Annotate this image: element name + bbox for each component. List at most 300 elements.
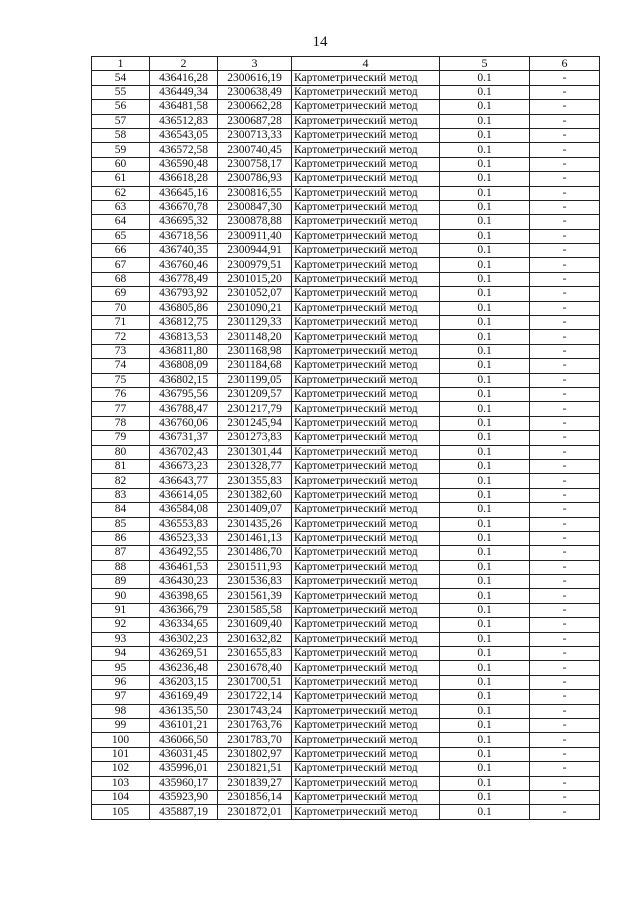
accuracy-cell: 0.1 xyxy=(440,344,530,358)
method-cell: Картометрический метод xyxy=(292,402,440,416)
point-number-cell: 78 xyxy=(92,416,150,430)
x-coordinate-cell: 435996,01 xyxy=(150,762,218,776)
table-row xyxy=(92,431,600,445)
note-cell: - xyxy=(530,805,600,819)
y-coordinate-cell: 2301872,01 xyxy=(218,805,292,819)
accuracy-cell: 0.1 xyxy=(440,186,530,200)
x-coordinate-cell: 436614,05 xyxy=(150,488,218,502)
method-cell: Картометрический метод xyxy=(292,632,440,646)
header-cell: 5 xyxy=(440,57,530,71)
method-cell: Картометрический метод xyxy=(292,517,440,531)
method-cell: Картометрический метод xyxy=(292,647,440,661)
method-cell: Картометрический метод xyxy=(292,301,440,315)
x-coordinate-cell: 436584,08 xyxy=(150,503,218,517)
note-cell: - xyxy=(530,517,600,531)
point-number-cell: 90 xyxy=(92,589,150,603)
table-row xyxy=(92,747,600,761)
method-cell: Картометрический метод xyxy=(292,531,440,545)
table-body xyxy=(92,71,600,819)
x-coordinate-cell: 436760,46 xyxy=(150,258,218,272)
table-row xyxy=(92,445,600,459)
table-row xyxy=(92,114,600,128)
x-coordinate-cell: 435887,19 xyxy=(150,805,218,819)
accuracy-cell: 0.1 xyxy=(440,632,530,646)
table-row xyxy=(92,589,600,603)
method-cell: Картометрический метод xyxy=(292,244,440,258)
table-row xyxy=(92,172,600,186)
y-coordinate-cell: 2301839,27 xyxy=(218,776,292,790)
method-cell: Картометрический метод xyxy=(292,762,440,776)
table-row xyxy=(92,503,600,517)
note-cell: - xyxy=(530,143,600,157)
table-row xyxy=(92,474,600,488)
table-row xyxy=(92,71,600,85)
note-cell: - xyxy=(530,603,600,617)
table-row xyxy=(92,186,600,200)
table-row xyxy=(92,128,600,142)
point-number-cell: 70 xyxy=(92,301,150,315)
note-cell: - xyxy=(530,647,600,661)
table-row xyxy=(92,244,600,258)
y-coordinate-cell: 2301561,39 xyxy=(218,589,292,603)
y-coordinate-cell: 2301536,83 xyxy=(218,575,292,589)
method-cell: Картометрический метод xyxy=(292,503,440,517)
point-number-cell: 60 xyxy=(92,157,150,171)
note-cell: - xyxy=(530,445,600,459)
note-cell: - xyxy=(530,459,600,473)
accuracy-cell: 0.1 xyxy=(440,301,530,315)
note-cell: - xyxy=(530,330,600,344)
y-coordinate-cell: 2301856,14 xyxy=(218,790,292,804)
point-number-cell: 65 xyxy=(92,229,150,243)
table-row xyxy=(92,618,600,632)
point-number-cell: 95 xyxy=(92,661,150,675)
accuracy-cell: 0.1 xyxy=(440,459,530,473)
note-cell: - xyxy=(530,431,600,445)
x-coordinate-cell: 436203,15 xyxy=(150,675,218,689)
accuracy-cell: 0.1 xyxy=(440,128,530,142)
point-number-cell: 56 xyxy=(92,100,150,114)
point-number-cell: 89 xyxy=(92,575,150,589)
y-coordinate-cell: 2301382,60 xyxy=(218,488,292,502)
accuracy-cell: 0.1 xyxy=(440,100,530,114)
x-coordinate-cell: 436805,86 xyxy=(150,301,218,315)
method-cell: Картометрический метод xyxy=(292,690,440,704)
y-coordinate-cell: 2301435,26 xyxy=(218,517,292,531)
header-cell: 2 xyxy=(150,57,218,71)
table-row xyxy=(92,143,600,157)
note-cell: - xyxy=(530,488,600,502)
note-cell: - xyxy=(530,272,600,286)
y-coordinate-cell: 2301722,14 xyxy=(218,690,292,704)
point-number-cell: 87 xyxy=(92,546,150,560)
table-row xyxy=(92,387,600,401)
y-coordinate-cell: 2301632,82 xyxy=(218,632,292,646)
point-number-cell: 85 xyxy=(92,517,150,531)
method-cell: Картометрический метод xyxy=(292,790,440,804)
point-number-cell: 72 xyxy=(92,330,150,344)
point-number-cell: 69 xyxy=(92,287,150,301)
x-coordinate-cell: 436643,77 xyxy=(150,474,218,488)
method-cell: Картометрический метод xyxy=(292,387,440,401)
y-coordinate-cell: 2300616,19 xyxy=(218,71,292,85)
point-number-cell: 97 xyxy=(92,690,150,704)
note-cell: - xyxy=(530,316,600,330)
table-row xyxy=(92,704,600,718)
table-row xyxy=(92,258,600,272)
note-cell: - xyxy=(530,546,600,560)
y-coordinate-cell: 2301273,83 xyxy=(218,431,292,445)
y-coordinate-cell: 2301409,07 xyxy=(218,503,292,517)
note-cell: - xyxy=(530,733,600,747)
accuracy-cell: 0.1 xyxy=(440,733,530,747)
point-number-cell: 58 xyxy=(92,128,150,142)
y-coordinate-cell: 2301655,83 xyxy=(218,647,292,661)
accuracy-cell: 0.1 xyxy=(440,215,530,229)
point-number-cell: 80 xyxy=(92,445,150,459)
note-cell: - xyxy=(530,128,600,142)
y-coordinate-cell: 2301783,70 xyxy=(218,733,292,747)
table-row xyxy=(92,776,600,790)
accuracy-cell: 0.1 xyxy=(440,474,530,488)
page-number: 14 xyxy=(312,34,328,50)
accuracy-cell: 0.1 xyxy=(440,373,530,387)
point-number-cell: 68 xyxy=(92,272,150,286)
method-cell: Картометрический метод xyxy=(292,776,440,790)
table-row xyxy=(92,690,600,704)
accuracy-cell: 0.1 xyxy=(440,258,530,272)
point-number-cell: 94 xyxy=(92,647,150,661)
y-coordinate-cell: 2301129,33 xyxy=(218,316,292,330)
method-cell: Картометрический метод xyxy=(292,71,440,85)
x-coordinate-cell: 435923,90 xyxy=(150,790,218,804)
x-coordinate-cell: 436543,05 xyxy=(150,128,218,142)
accuracy-cell: 0.1 xyxy=(440,416,530,430)
x-coordinate-cell: 436618,28 xyxy=(150,172,218,186)
point-number-cell: 61 xyxy=(92,172,150,186)
accuracy-cell: 0.1 xyxy=(440,675,530,689)
x-coordinate-cell: 436673,23 xyxy=(150,459,218,473)
accuracy-cell: 0.1 xyxy=(440,157,530,171)
accuracy-cell: 0.1 xyxy=(440,244,530,258)
point-number-cell: 71 xyxy=(92,316,150,330)
accuracy-cell: 0.1 xyxy=(440,316,530,330)
point-number-cell: 62 xyxy=(92,186,150,200)
x-coordinate-cell: 436740,35 xyxy=(150,244,218,258)
table-row xyxy=(92,373,600,387)
table-row xyxy=(92,85,600,99)
table-row xyxy=(92,560,600,574)
y-coordinate-cell: 2301328,77 xyxy=(218,459,292,473)
y-coordinate-cell: 2301355,83 xyxy=(218,474,292,488)
accuracy-cell: 0.1 xyxy=(440,647,530,661)
table-row xyxy=(92,805,600,819)
note-cell: - xyxy=(530,344,600,358)
point-number-cell: 74 xyxy=(92,359,150,373)
method-cell: Картометрический метод xyxy=(292,618,440,632)
table-row xyxy=(92,402,600,416)
y-coordinate-cell: 2301090,21 xyxy=(218,301,292,315)
x-coordinate-cell: 436645,16 xyxy=(150,186,218,200)
method-cell: Картометрический метод xyxy=(292,445,440,459)
y-coordinate-cell: 2301301,44 xyxy=(218,445,292,459)
method-cell: Картометрический метод xyxy=(292,575,440,589)
table-row xyxy=(92,100,600,114)
accuracy-cell: 0.1 xyxy=(440,172,530,186)
note-cell: - xyxy=(530,114,600,128)
method-cell: Картометрический метод xyxy=(292,704,440,718)
note-cell: - xyxy=(530,172,600,186)
x-coordinate-cell: 436430,23 xyxy=(150,575,218,589)
note-cell: - xyxy=(530,71,600,85)
y-coordinate-cell: 2301199,05 xyxy=(218,373,292,387)
accuracy-cell: 0.1 xyxy=(440,431,530,445)
accuracy-cell: 0.1 xyxy=(440,718,530,732)
method-cell: Картометрический метод xyxy=(292,805,440,819)
note-cell: - xyxy=(530,632,600,646)
table-row xyxy=(92,359,600,373)
method-cell: Картометрический метод xyxy=(292,675,440,689)
point-number-cell: 99 xyxy=(92,718,150,732)
point-number-cell: 100 xyxy=(92,733,150,747)
note-cell: - xyxy=(530,661,600,675)
y-coordinate-cell: 2300638,49 xyxy=(218,85,292,99)
x-coordinate-cell: 436553,83 xyxy=(150,517,218,531)
x-coordinate-cell: 436572,58 xyxy=(150,143,218,157)
accuracy-cell: 0.1 xyxy=(440,762,530,776)
point-number-cell: 73 xyxy=(92,344,150,358)
point-number-cell: 88 xyxy=(92,560,150,574)
table-row xyxy=(92,416,600,430)
note-cell: - xyxy=(530,244,600,258)
y-coordinate-cell: 2301209,57 xyxy=(218,387,292,401)
y-coordinate-cell: 2301052,07 xyxy=(218,287,292,301)
point-number-cell: 92 xyxy=(92,618,150,632)
x-coordinate-cell: 436523,33 xyxy=(150,531,218,545)
accuracy-cell: 0.1 xyxy=(440,272,530,286)
point-number-cell: 98 xyxy=(92,704,150,718)
y-coordinate-cell: 2300740,45 xyxy=(218,143,292,157)
point-number-cell: 55 xyxy=(92,85,150,99)
accuracy-cell: 0.1 xyxy=(440,790,530,804)
accuracy-cell: 0.1 xyxy=(440,330,530,344)
table-row xyxy=(92,517,600,531)
y-coordinate-cell: 2301168,98 xyxy=(218,344,292,358)
note-cell: - xyxy=(530,531,600,545)
note-cell: - xyxy=(530,100,600,114)
y-coordinate-cell: 2301015,20 xyxy=(218,272,292,286)
point-number-cell: 59 xyxy=(92,143,150,157)
table-row xyxy=(92,157,600,171)
x-coordinate-cell: 436788,47 xyxy=(150,402,218,416)
method-cell: Картометрический метод xyxy=(292,459,440,473)
y-coordinate-cell: 2301245,94 xyxy=(218,416,292,430)
method-cell: Картометрический метод xyxy=(292,661,440,675)
accuracy-cell: 0.1 xyxy=(440,747,530,761)
note-cell: - xyxy=(530,675,600,689)
x-coordinate-cell: 436731,37 xyxy=(150,431,218,445)
x-coordinate-cell: 436461,53 xyxy=(150,560,218,574)
y-coordinate-cell: 2301743,24 xyxy=(218,704,292,718)
header-cell: 6 xyxy=(530,57,600,71)
note-cell: - xyxy=(530,776,600,790)
x-coordinate-cell: 436802,15 xyxy=(150,373,218,387)
x-coordinate-cell: 436416,28 xyxy=(150,71,218,85)
table-row xyxy=(92,215,600,229)
accuracy-cell: 0.1 xyxy=(440,560,530,574)
point-number-cell: 105 xyxy=(92,805,150,819)
x-coordinate-cell: 436236,48 xyxy=(150,661,218,675)
x-coordinate-cell: 436481,58 xyxy=(150,100,218,114)
point-number-cell: 93 xyxy=(92,632,150,646)
accuracy-cell: 0.1 xyxy=(440,704,530,718)
table-row xyxy=(92,762,600,776)
method-cell: Картометрический метод xyxy=(292,373,440,387)
method-cell: Картометрический метод xyxy=(292,114,440,128)
y-coordinate-cell: 2300979,51 xyxy=(218,258,292,272)
accuracy-cell: 0.1 xyxy=(440,661,530,675)
accuracy-cell: 0.1 xyxy=(440,229,530,243)
y-coordinate-cell: 2301184,68 xyxy=(218,359,292,373)
method-cell: Картометрический метод xyxy=(292,316,440,330)
y-coordinate-cell: 2301821,51 xyxy=(218,762,292,776)
point-number-cell: 64 xyxy=(92,215,150,229)
x-coordinate-cell: 436398,65 xyxy=(150,589,218,603)
x-coordinate-cell: 436695,32 xyxy=(150,215,218,229)
y-coordinate-cell: 2301763,76 xyxy=(218,718,292,732)
accuracy-cell: 0.1 xyxy=(440,618,530,632)
accuracy-cell: 0.1 xyxy=(440,589,530,603)
y-coordinate-cell: 2301217,79 xyxy=(218,402,292,416)
point-number-cell: 79 xyxy=(92,431,150,445)
x-coordinate-cell: 436812,75 xyxy=(150,316,218,330)
note-cell: - xyxy=(530,200,600,214)
note-cell: - xyxy=(530,387,600,401)
note-cell: - xyxy=(530,474,600,488)
y-coordinate-cell: 2301148,20 xyxy=(218,330,292,344)
method-cell: Картометрический метод xyxy=(292,186,440,200)
accuracy-cell: 0.1 xyxy=(440,85,530,99)
point-number-cell: 86 xyxy=(92,531,150,545)
accuracy-cell: 0.1 xyxy=(440,488,530,502)
note-cell: - xyxy=(530,718,600,732)
x-coordinate-cell: 436449,34 xyxy=(150,85,218,99)
note-cell: - xyxy=(530,402,600,416)
accuracy-cell: 0.1 xyxy=(440,531,530,545)
point-number-cell: 84 xyxy=(92,503,150,517)
x-coordinate-cell: 436808,09 xyxy=(150,359,218,373)
x-coordinate-cell: 436778,49 xyxy=(150,272,218,286)
method-cell: Картометрический метод xyxy=(292,359,440,373)
table-row xyxy=(92,459,600,473)
method-cell: Картометрический метод xyxy=(292,200,440,214)
note-cell: - xyxy=(530,157,600,171)
method-cell: Картометрический метод xyxy=(292,157,440,171)
point-number-cell: 82 xyxy=(92,474,150,488)
method-cell: Картометрический метод xyxy=(292,143,440,157)
x-coordinate-cell: 436512,83 xyxy=(150,114,218,128)
table-row xyxy=(92,531,600,545)
note-cell: - xyxy=(530,589,600,603)
x-coordinate-cell: 436793,92 xyxy=(150,287,218,301)
method-cell: Картометрический метод xyxy=(292,560,440,574)
point-number-cell: 81 xyxy=(92,459,150,473)
point-number-cell: 75 xyxy=(92,373,150,387)
accuracy-cell: 0.1 xyxy=(440,71,530,85)
method-cell: Картометрический метод xyxy=(292,215,440,229)
note-cell: - xyxy=(530,790,600,804)
accuracy-cell: 0.1 xyxy=(440,359,530,373)
table-row xyxy=(92,200,600,214)
table-row xyxy=(92,229,600,243)
y-coordinate-cell: 2301461,13 xyxy=(218,531,292,545)
note-cell: - xyxy=(530,762,600,776)
accuracy-cell: 0.1 xyxy=(440,575,530,589)
note-cell: - xyxy=(530,215,600,229)
x-coordinate-cell: 436590,48 xyxy=(150,157,218,171)
table-row xyxy=(92,316,600,330)
accuracy-cell: 0.1 xyxy=(440,546,530,560)
point-number-cell: 54 xyxy=(92,71,150,85)
y-coordinate-cell: 2300687,28 xyxy=(218,114,292,128)
method-cell: Картометрический метод xyxy=(292,589,440,603)
note-cell: - xyxy=(530,258,600,272)
method-cell: Картометрический метод xyxy=(292,474,440,488)
x-coordinate-cell: 435960,17 xyxy=(150,776,218,790)
note-cell: - xyxy=(530,359,600,373)
table-row xyxy=(92,287,600,301)
note-cell: - xyxy=(530,618,600,632)
table-row xyxy=(92,632,600,646)
note-cell: - xyxy=(530,747,600,761)
method-cell: Картометрический метод xyxy=(292,128,440,142)
point-number-cell: 63 xyxy=(92,200,150,214)
note-cell: - xyxy=(530,85,600,99)
x-coordinate-cell: 436101,21 xyxy=(150,718,218,732)
point-number-cell: 91 xyxy=(92,603,150,617)
method-cell: Картометрический метод xyxy=(292,258,440,272)
method-cell: Картометрический метод xyxy=(292,344,440,358)
x-coordinate-cell: 436031,45 xyxy=(150,747,218,761)
accuracy-cell: 0.1 xyxy=(440,114,530,128)
method-cell: Картометрический метод xyxy=(292,287,440,301)
x-coordinate-cell: 436302,23 xyxy=(150,632,218,646)
table-row xyxy=(92,301,600,315)
x-coordinate-cell: 436702,43 xyxy=(150,445,218,459)
y-coordinate-cell: 2301700,51 xyxy=(218,675,292,689)
header-cell: 3 xyxy=(218,57,292,71)
accuracy-cell: 0.1 xyxy=(440,445,530,459)
x-coordinate-cell: 436670,78 xyxy=(150,200,218,214)
note-cell: - xyxy=(530,416,600,430)
point-number-cell: 66 xyxy=(92,244,150,258)
accuracy-cell: 0.1 xyxy=(440,200,530,214)
point-number-cell: 96 xyxy=(92,675,150,689)
note-cell: - xyxy=(530,287,600,301)
point-number-cell: 104 xyxy=(92,790,150,804)
accuracy-cell: 0.1 xyxy=(440,387,530,401)
y-coordinate-cell: 2301609,40 xyxy=(218,618,292,632)
table-row xyxy=(92,603,600,617)
x-coordinate-cell: 436066,50 xyxy=(150,733,218,747)
table-row xyxy=(92,344,600,358)
y-coordinate-cell: 2300911,40 xyxy=(218,229,292,243)
table-row xyxy=(92,546,600,560)
method-cell: Картометрический метод xyxy=(292,488,440,502)
header-cell: 1 xyxy=(92,57,150,71)
table-row xyxy=(92,488,600,502)
method-cell: Картометрический метод xyxy=(292,100,440,114)
